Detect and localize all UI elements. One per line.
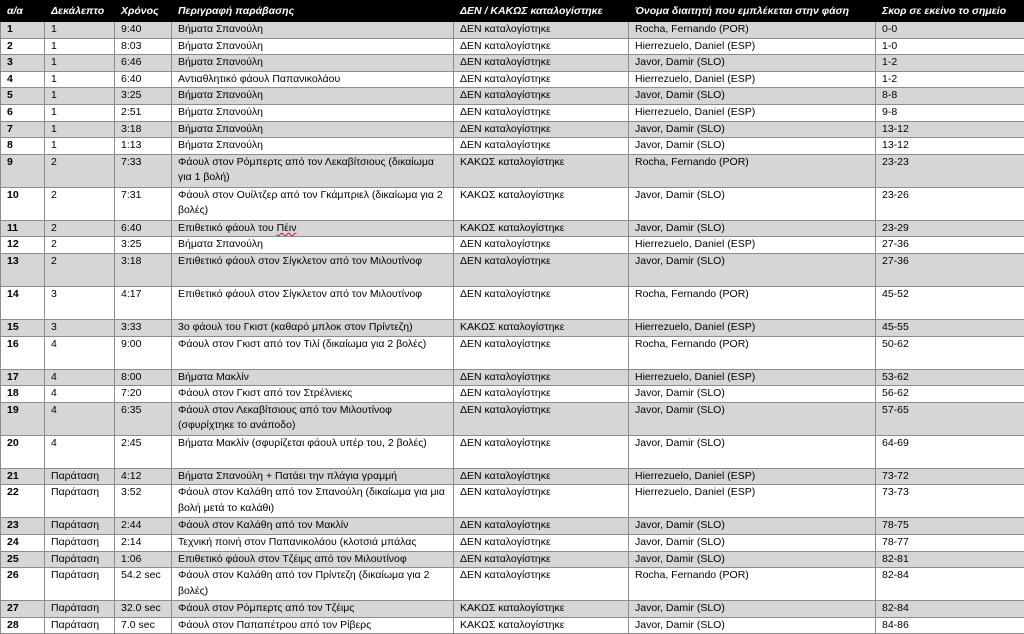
row-quarter: 1 <box>45 71 115 88</box>
row-quarter: 2 <box>45 237 115 254</box>
row-score: 23-29 <box>876 220 1024 237</box>
table-row <box>1 601 1024 618</box>
row-quarter: 4 <box>45 386 115 403</box>
row-quarter: 2 <box>45 220 115 237</box>
row-quarter: Παράταση <box>45 601 115 618</box>
table-row <box>1 402 1024 435</box>
row-call-status: ΔΕΝ καταλογίστηκε <box>454 568 629 601</box>
table-row <box>1 55 1024 72</box>
row-index: 11 <box>1 220 45 237</box>
row-description: Βήματα Σπανούλη + Πατάει την πλάγια γραμμή <box>172 468 454 485</box>
row-call-status: ΔΕΝ καταλογίστηκε <box>454 253 629 286</box>
row-description-text: Επιθετικό φάουλ του <box>178 222 277 234</box>
table-row <box>1 138 1024 155</box>
table-row <box>1 121 1024 138</box>
table-row <box>1 71 1024 88</box>
row-score: 78-77 <box>876 534 1024 551</box>
row-score: 82-84 <box>876 601 1024 618</box>
row-referee: Hierrezuelo, Daniel (ESP) <box>629 468 876 485</box>
row-time: 9:00 <box>115 336 172 369</box>
row-index: 7 <box>1 121 45 138</box>
row-index: 8 <box>1 138 45 155</box>
row-score: 23-26 <box>876 187 1024 220</box>
row-referee: Javor, Damir (SLO) <box>629 253 876 286</box>
row-description: Φάουλ στον Καλάθη από τον Πρίντεζη (δικαίωμα για 2 βολές) <box>172 568 454 601</box>
row-time: 32.0 sec <box>115 601 172 618</box>
row-referee: Javor, Damir (SLO) <box>629 138 876 155</box>
row-description: 3ο φάουλ του Γκιστ (καθαρό μπλοκ στον Πρίντεζη) <box>172 319 454 336</box>
row-score: 73-73 <box>876 485 1024 518</box>
table-row <box>1 386 1024 403</box>
row-score: 27-36 <box>876 253 1024 286</box>
row-description: Φάουλ στον Ρόμπερτς από τον Λεκαβίτσιους (δικαίωμα για 1 βολή) <box>172 154 454 187</box>
row-time: 1:06 <box>115 551 172 568</box>
row-description <box>172 220 454 237</box>
row-quarter: 4 <box>45 336 115 369</box>
row-referee: Rocha, Fernando (POR) <box>629 286 876 319</box>
row-score: 13-12 <box>876 138 1024 155</box>
col-header-quarter: Δεκάλεπτο <box>45 1 115 22</box>
row-quarter: 3 <box>45 319 115 336</box>
row-score: 56-62 <box>876 386 1024 403</box>
row-description: Φάουλ στον Καλάθη από τον Σπανούλη (δικαίωμα για μια βολή μετά το καλάθι) <box>172 485 454 518</box>
table-row <box>1 617 1024 634</box>
row-score: 23-23 <box>876 154 1024 187</box>
col-header-index: α/α <box>1 1 45 22</box>
row-referee: Javor, Damir (SLO) <box>629 601 876 618</box>
row-time: 3:33 <box>115 319 172 336</box>
row-description: Βήματα Σπανούλη <box>172 138 454 155</box>
row-quarter: Παράταση <box>45 568 115 601</box>
table-row <box>1 369 1024 386</box>
row-time: 6:35 <box>115 402 172 435</box>
table-row <box>1 38 1024 55</box>
row-quarter: Παράταση <box>45 534 115 551</box>
row-time: 3:25 <box>115 237 172 254</box>
row-score: 1-2 <box>876 55 1024 72</box>
row-time: 8:00 <box>115 369 172 386</box>
row-index: 3 <box>1 55 45 72</box>
row-score: 45-55 <box>876 319 1024 336</box>
row-call-status: ΔΕΝ καταλογίστηκε <box>454 402 629 435</box>
row-call-status: ΚΑΚΩΣ καταλογίστηκε <box>454 154 629 187</box>
row-quarter: Παράταση <box>45 485 115 518</box>
row-index: 1 <box>1 22 45 39</box>
row-call-status: ΔΕΝ καταλογίστηκε <box>454 22 629 39</box>
row-score: 1-0 <box>876 38 1024 55</box>
row-call-status: ΔΕΝ καταλογίστηκε <box>454 534 629 551</box>
row-referee: Hierrezuelo, Daniel (ESP) <box>629 485 876 518</box>
table-row <box>1 319 1024 336</box>
row-referee: Javor, Damir (SLO) <box>629 551 876 568</box>
row-referee: Javor, Damir (SLO) <box>629 518 876 535</box>
row-referee: Hierrezuelo, Daniel (ESP) <box>629 71 876 88</box>
row-time: 2:51 <box>115 104 172 121</box>
row-call-status: ΔΕΝ καταλογίστηκε <box>454 386 629 403</box>
col-header-score: Σκορ σε εκείνο το σημείο <box>876 1 1024 22</box>
row-call-status: ΚΑΚΩΣ καταλογίστηκε <box>454 617 629 634</box>
row-time: 3:25 <box>115 88 172 105</box>
row-score: 13-12 <box>876 121 1024 138</box>
row-description: Βήματα Σπανούλη <box>172 22 454 39</box>
header-row <box>1 1 1024 22</box>
table-row <box>1 286 1024 319</box>
row-description: Φάουλ στον Καλάθη από τον Μακλίν <box>172 518 454 535</box>
row-call-status: ΔΕΝ καταλογίστηκε <box>454 485 629 518</box>
table-row <box>1 468 1024 485</box>
row-score: 82-84 <box>876 568 1024 601</box>
row-index: 14 <box>1 286 45 319</box>
row-call-status: ΔΕΝ καταλογίστηκε <box>454 435 629 468</box>
table-row <box>1 154 1024 187</box>
row-index: 13 <box>1 253 45 286</box>
row-description-misspelled-word: Πέιν <box>277 222 297 234</box>
row-call-status: ΚΑΚΩΣ καταλογίστηκε <box>454 601 629 618</box>
row-time: 7:33 <box>115 154 172 187</box>
row-time: 6:40 <box>115 220 172 237</box>
row-call-status: ΔΕΝ καταλογίστηκε <box>454 38 629 55</box>
row-index: 2 <box>1 38 45 55</box>
row-index: 24 <box>1 534 45 551</box>
row-referee: Javor, Damir (SLO) <box>629 220 876 237</box>
row-index: 12 <box>1 237 45 254</box>
row-description: Βήματα Σπανούλη <box>172 88 454 105</box>
row-call-status: ΔΕΝ καταλογίστηκε <box>454 71 629 88</box>
row-quarter: 4 <box>45 369 115 386</box>
row-referee: Javor, Damir (SLO) <box>629 402 876 435</box>
row-time: 3:18 <box>115 121 172 138</box>
row-time: 2:14 <box>115 534 172 551</box>
row-time: 3:52 <box>115 485 172 518</box>
row-referee: Hierrezuelo, Daniel (ESP) <box>629 237 876 254</box>
row-description: Επιθετικό φάουλ στον Σίγκλετον από τον Μιλουτίνοφ <box>172 253 454 286</box>
row-score: 57-65 <box>876 402 1024 435</box>
col-header-referee: Όνομα διαιτητή που εμπλέκεται στην φάση <box>629 1 876 22</box>
row-call-status: ΔΕΝ καταλογίστηκε <box>454 468 629 485</box>
row-call-status: ΔΕΝ καταλογίστηκε <box>454 104 629 121</box>
row-call-status: ΔΕΝ καταλογίστηκε <box>454 237 629 254</box>
row-time: 2:45 <box>115 435 172 468</box>
table-row <box>1 568 1024 601</box>
table-row <box>1 534 1024 551</box>
row-call-status: ΔΕΝ καταλογίστηκε <box>454 121 629 138</box>
row-index: 28 <box>1 617 45 634</box>
row-time: 3:18 <box>115 253 172 286</box>
row-quarter: 1 <box>45 104 115 121</box>
row-score: 50-62 <box>876 336 1024 369</box>
row-score: 27-36 <box>876 237 1024 254</box>
row-description: Επιθετικό φάουλ στον Τζέιμς από τον Μιλουτίνοφ <box>172 551 454 568</box>
row-quarter: 2 <box>45 154 115 187</box>
row-index: 15 <box>1 319 45 336</box>
row-time: 2:44 <box>115 518 172 535</box>
row-referee: Rocha, Fernando (POR) <box>629 154 876 187</box>
row-quarter: 1 <box>45 88 115 105</box>
row-call-status: ΚΑΚΩΣ καταλογίστηκε <box>454 319 629 336</box>
row-index: 26 <box>1 568 45 601</box>
row-call-status: ΔΕΝ καταλογίστηκε <box>454 369 629 386</box>
row-time: 6:40 <box>115 71 172 88</box>
row-index: 23 <box>1 518 45 535</box>
row-call-status: ΔΕΝ καταλογίστηκε <box>454 336 629 369</box>
row-quarter: Παράταση <box>45 468 115 485</box>
table-row <box>1 220 1024 237</box>
row-score: 1-2 <box>876 71 1024 88</box>
row-referee: Hierrezuelo, Daniel (ESP) <box>629 319 876 336</box>
row-description: Αντιαθλητικό φάουλ Παπανικολάου <box>172 71 454 88</box>
row-index: 10 <box>1 187 45 220</box>
row-referee: Hierrezuelo, Daniel (ESP) <box>629 38 876 55</box>
row-referee: Javor, Damir (SLO) <box>629 534 876 551</box>
row-referee: Javor, Damir (SLO) <box>629 617 876 634</box>
row-call-status: ΔΕΝ καταλογίστηκε <box>454 551 629 568</box>
row-index: 21 <box>1 468 45 485</box>
row-call-status: ΔΕΝ καταλογίστηκε <box>454 88 629 105</box>
row-index: 9 <box>1 154 45 187</box>
table-row <box>1 253 1024 286</box>
row-referee: Rocha, Fernando (POR) <box>629 336 876 369</box>
row-index: 18 <box>1 386 45 403</box>
row-index: 17 <box>1 369 45 386</box>
row-referee: Javor, Damir (SLO) <box>629 435 876 468</box>
row-call-status: ΚΑΚΩΣ καταλογίστηκε <box>454 187 629 220</box>
row-quarter: Παράταση <box>45 518 115 535</box>
row-score: 64-69 <box>876 435 1024 468</box>
row-call-status: ΔΕΝ καταλογίστηκε <box>454 138 629 155</box>
row-index: 4 <box>1 71 45 88</box>
table-row <box>1 336 1024 369</box>
row-description: Βήματα Σπανούλη <box>172 121 454 138</box>
col-header-time: Χρόνος <box>115 1 172 22</box>
row-score: 73-72 <box>876 468 1024 485</box>
row-score: 45-52 <box>876 286 1024 319</box>
row-referee: Javor, Damir (SLO) <box>629 187 876 220</box>
table-row <box>1 104 1024 121</box>
row-referee: Javor, Damir (SLO) <box>629 386 876 403</box>
table-row <box>1 518 1024 535</box>
row-description: Φάουλ στον Παπαπέτρου από τον Ρίβερς <box>172 617 454 634</box>
table-row <box>1 187 1024 220</box>
row-description: Τεχνική ποινή στον Παπανικολάου (κλοτσιά μπάλας <box>172 534 454 551</box>
row-time: 54.2 sec <box>115 568 172 601</box>
row-score: 0-0 <box>876 22 1024 39</box>
row-referee: Hierrezuelo, Daniel (ESP) <box>629 104 876 121</box>
table-row <box>1 551 1024 568</box>
row-description: Βήματα Μακλίν <box>172 369 454 386</box>
row-score: 78-75 <box>876 518 1024 535</box>
row-time: 7:31 <box>115 187 172 220</box>
row-index: 5 <box>1 88 45 105</box>
row-quarter: 1 <box>45 138 115 155</box>
row-score: 82-81 <box>876 551 1024 568</box>
row-score: 53-62 <box>876 369 1024 386</box>
row-referee: Javor, Damir (SLO) <box>629 88 876 105</box>
row-quarter: 4 <box>45 402 115 435</box>
row-description: Φάουλ στον Λεκαβίτσιους από τον Μιλουτίνοφ (σφυρίχτηκε το ανάποδο) <box>172 402 454 435</box>
table-row <box>1 88 1024 105</box>
row-score: 9-8 <box>876 104 1024 121</box>
row-description: Φάουλ στον Γκιστ από τον Στρέλνιεκς <box>172 386 454 403</box>
row-referee: Javor, Damir (SLO) <box>629 121 876 138</box>
row-quarter: 2 <box>45 253 115 286</box>
row-call-status: ΚΑΚΩΣ καταλογίστηκε <box>454 220 629 237</box>
row-quarter: 1 <box>45 55 115 72</box>
row-index: 22 <box>1 485 45 518</box>
row-score: 84-86 <box>876 617 1024 634</box>
row-description: Βήματα Σπανούλη <box>172 237 454 254</box>
row-index: 6 <box>1 104 45 121</box>
table-row <box>1 22 1024 39</box>
row-index: 25 <box>1 551 45 568</box>
row-time: 8:03 <box>115 38 172 55</box>
row-quarter: Παράταση <box>45 551 115 568</box>
row-index: 16 <box>1 336 45 369</box>
row-quarter: 4 <box>45 435 115 468</box>
row-time: 7.0 sec <box>115 617 172 634</box>
row-time: 7:20 <box>115 386 172 403</box>
col-header-description: Περιγραφή παράβασης <box>172 1 454 22</box>
row-quarter: 1 <box>45 22 115 39</box>
row-referee: Javor, Damir (SLO) <box>629 55 876 72</box>
row-quarter: 1 <box>45 38 115 55</box>
row-description: Φάουλ στον Ρόμπερτς από τον Τζέιμς <box>172 601 454 618</box>
row-referee: Rocha, Fernando (POR) <box>629 22 876 39</box>
row-time: 1:13 <box>115 138 172 155</box>
row-call-status: ΔΕΝ καταλογίστηκε <box>454 55 629 72</box>
row-description: Επιθετικό φάουλ στον Σίγκλετον από τον Μιλουτίνοφ <box>172 286 454 319</box>
row-call-status: ΔΕΝ καταλογίστηκε <box>454 286 629 319</box>
table-row <box>1 237 1024 254</box>
row-time: 6:46 <box>115 55 172 72</box>
table-row <box>1 435 1024 468</box>
row-index: 19 <box>1 402 45 435</box>
row-time: 9:40 <box>115 22 172 39</box>
row-description: Βήματα Σπανούλη <box>172 38 454 55</box>
row-call-status: ΔΕΝ καταλογίστηκε <box>454 518 629 535</box>
row-referee: Hierrezuelo, Daniel (ESP) <box>629 369 876 386</box>
col-header-call-status: ΔΕΝ / ΚΑΚΩΣ καταλογίστηκε <box>454 1 629 22</box>
table-body <box>1 22 1024 634</box>
row-description: Βήματα Σπανούλη <box>172 104 454 121</box>
row-description: Φάουλ στον Γκιστ από τον Τιλί (δικαίωμα για 2 βολές) <box>172 336 454 369</box>
row-description: Βήματα Μακλίν (σφυρίζεται φάουλ υπέρ του, 2 βολές) <box>172 435 454 468</box>
row-description: Βήματα Σπανούλη <box>172 55 454 72</box>
row-score: 8-8 <box>876 88 1024 105</box>
row-time: 4:17 <box>115 286 172 319</box>
row-index: 20 <box>1 435 45 468</box>
row-description: Φάουλ στον Ουίλτζερ από τον Γκάμπριελ (δικαίωμα για 2 βολές) <box>172 187 454 220</box>
table-row <box>1 485 1024 518</box>
row-time: 4:12 <box>115 468 172 485</box>
row-quarter: Παράταση <box>45 617 115 634</box>
row-index: 27 <box>1 601 45 618</box>
row-quarter: 2 <box>45 187 115 220</box>
row-quarter: 1 <box>45 121 115 138</box>
row-quarter: 3 <box>45 286 115 319</box>
row-referee: Rocha, Fernando (POR) <box>629 568 876 601</box>
